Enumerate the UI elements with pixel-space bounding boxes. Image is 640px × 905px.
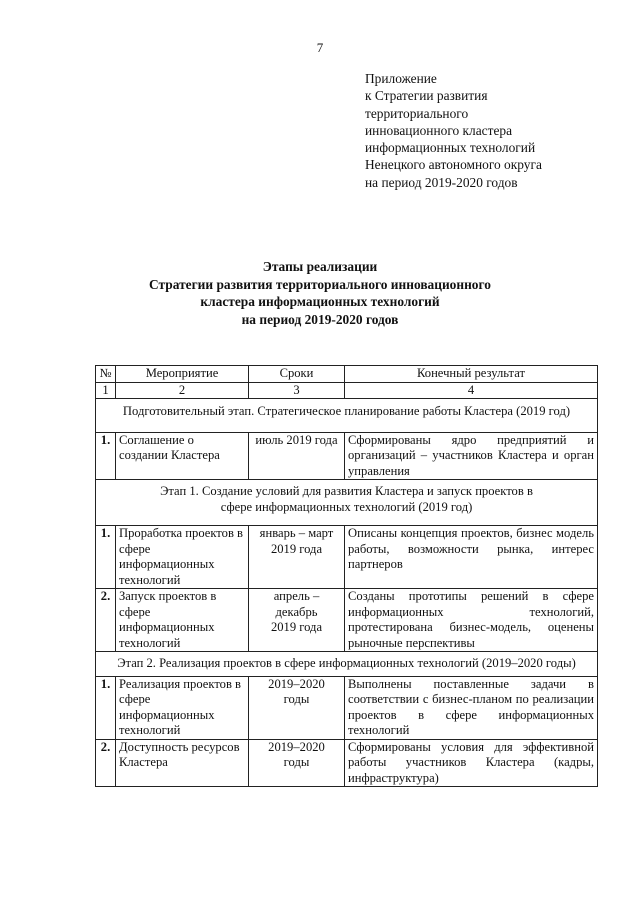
column-index: 1 [96, 382, 116, 399]
row-term: апрель – декабрь 2019 года [249, 589, 345, 652]
row-term: 2019–2020 годы [249, 676, 345, 739]
row-number: 1. [96, 432, 116, 480]
stage-title: Этап 2. Реализация проектов в сфере информационных технологий (2019–2020 годы) [96, 652, 598, 677]
column-index: 3 [249, 382, 345, 399]
stage-title: Подготовительный этап. Стратегическое планирование работы Кластера (2019 год) [96, 399, 598, 433]
column-index: 4 [345, 382, 598, 399]
table-header-row [96, 366, 598, 383]
title-line: Этапы реализации [262, 259, 378, 274]
row-result: Выполнены поставленные задачи в соответствии с бизнес-планом по реализации проектов в сфере информационных технологий [345, 676, 598, 739]
appendix-line: Приложение [365, 71, 437, 86]
header-number: № [96, 366, 116, 383]
table-index-row [96, 382, 598, 399]
row-result: Описаны концепция проектов, бизнес модель работы, возможности рынка, интерес партнеров [345, 526, 598, 589]
document-title [0, 258, 640, 328]
title-line: Стратегии развития территориального инновационного [149, 276, 491, 292]
row-event: Запуск проектов в сфере информационных технологий [116, 589, 249, 652]
appendix-line: территориального [365, 105, 469, 121]
stage-title-row [96, 399, 598, 433]
row-event: Соглашение о создании Кластера [116, 432, 249, 480]
stage-title-row [96, 480, 598, 526]
page-number: 7 [316, 40, 324, 55]
row-term: 2019–2020 годы [249, 739, 345, 787]
row-number: 1. [96, 676, 116, 739]
table-row [96, 676, 598, 739]
appendix-line: к Стратегии развития [365, 88, 488, 104]
table-row [96, 526, 598, 589]
appendix-note [365, 70, 542, 191]
row-number: 2. [96, 589, 116, 652]
row-event: Доступность ресурсов Кластера [116, 739, 249, 787]
row-number: 1. [96, 526, 116, 589]
row-result: Созданы прототипы решений в сфере информационных технологий, протестирована бизнес-модель, оценены рыночные перспективы [345, 589, 598, 652]
row-event: Реализация проектов в сфере информационных технологий [116, 676, 249, 739]
appendix-line: на период 2019-2020 годов [365, 174, 518, 190]
header-result: Конечный результат [345, 366, 598, 383]
stage-title-row [96, 652, 598, 677]
row-event: Проработка проектов в сфере информационных технологий [116, 526, 249, 589]
row-term: июль 2019 года [249, 432, 345, 480]
header-term: Сроки [249, 366, 345, 383]
row-term: январь – март 2019 года [249, 526, 345, 589]
table-row [96, 432, 598, 480]
table-row [96, 739, 598, 787]
title-line: на период 2019-2020 годов [241, 311, 399, 327]
appendix-line: инновационного кластера [365, 122, 513, 138]
appendix-line: Ненецкого автономного округа [365, 157, 542, 173]
table-row [96, 589, 598, 652]
column-index: 2 [116, 382, 249, 399]
stages-table [95, 365, 598, 787]
title-line: кластера информационных технологий [200, 294, 440, 310]
row-number: 2. [96, 739, 116, 787]
stage-title: Этап 1. Создание условий для развития Кластера и запуск проектов в сфере информационных технологий (2019 год) [96, 480, 598, 526]
appendix-line: информационных технологий [365, 140, 536, 156]
row-result: Сформированы условия для эффективной работы участников Кластера (кадры, инфраструктура) [345, 739, 598, 787]
header-event: Мероприятие [116, 366, 249, 383]
row-result: Сформированы ядро предприятий и организаций – участников Кластера и орган управления [345, 432, 598, 480]
